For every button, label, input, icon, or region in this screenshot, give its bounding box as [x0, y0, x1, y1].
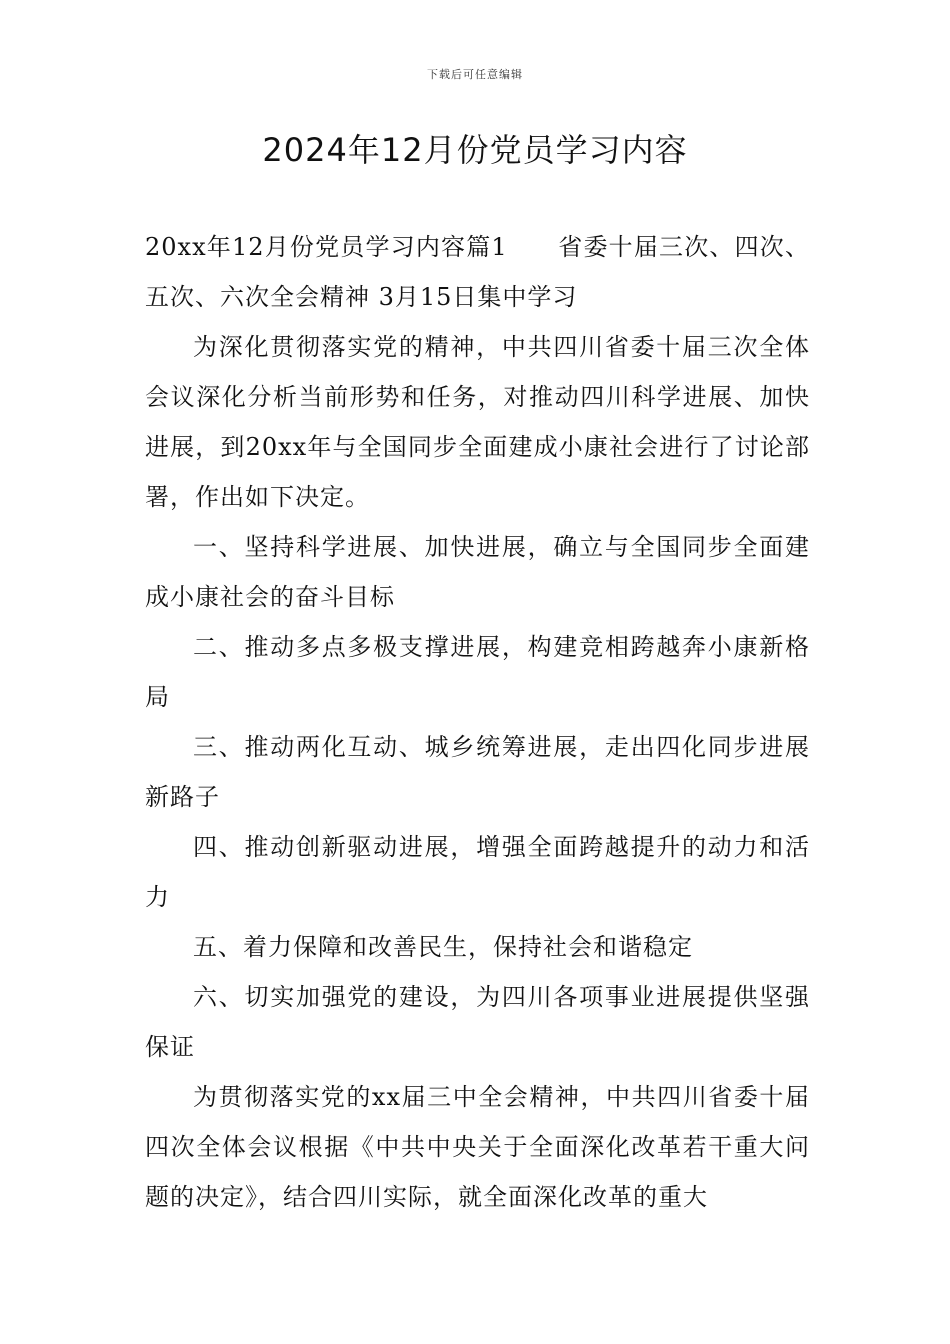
header-note: 下载后可任意编辑 — [427, 68, 523, 81]
paragraph-reform: 为贯彻落实党的xx届三中全会精神，中共四川省委十届四次全体会议根据《中共中央关于全面深化改革若干重大问题的决定》，结合四川实际，就全面深化改革的重大 — [145, 1083, 810, 1211]
paragraph-item-4: 四、推动创新驱动进展，增强全面跨越提升的动力和活力 — [145, 833, 810, 911]
paragraph-item-2: 二、推动多点多极支撑进展，构建竞相跨越奔小康新格局 — [145, 633, 810, 711]
paragraph-heading-line: 20xx年12月份党员学习内容篇1 省委十届三次、四次、五次、六次全会精神 3月15日集中学习 — [145, 233, 810, 311]
paragraph-intro: 为深化贯彻落实党的精神，中共四川省委十届三次全体会议深化分析当前形势和任务，对推动四川科学进展、加快进展，到20xx年与全国同步全面建成小康社会进行了讨论部署，作出如下决定。 — [145, 333, 810, 511]
paragraph-item-1: 一、坚持科学进展、加快进展，确立与全国同步全面建成小康社会的奋斗目标 — [145, 533, 810, 611]
document-title: 2024年12月份党员学习内容 — [262, 131, 688, 169]
paragraph-item-5: 五、着力保障和改善民生，保持社会和谐稳定 — [193, 933, 693, 961]
document-body — [145, 222, 810, 1222]
paragraph-item-3: 三、推动两化互动、城乡统筹进展，走出四化同步进展新路子 — [145, 733, 810, 811]
paragraph-item-6: 六、切实加强党的建设，为四川各项事业进展提供坚强保证 — [145, 983, 810, 1061]
